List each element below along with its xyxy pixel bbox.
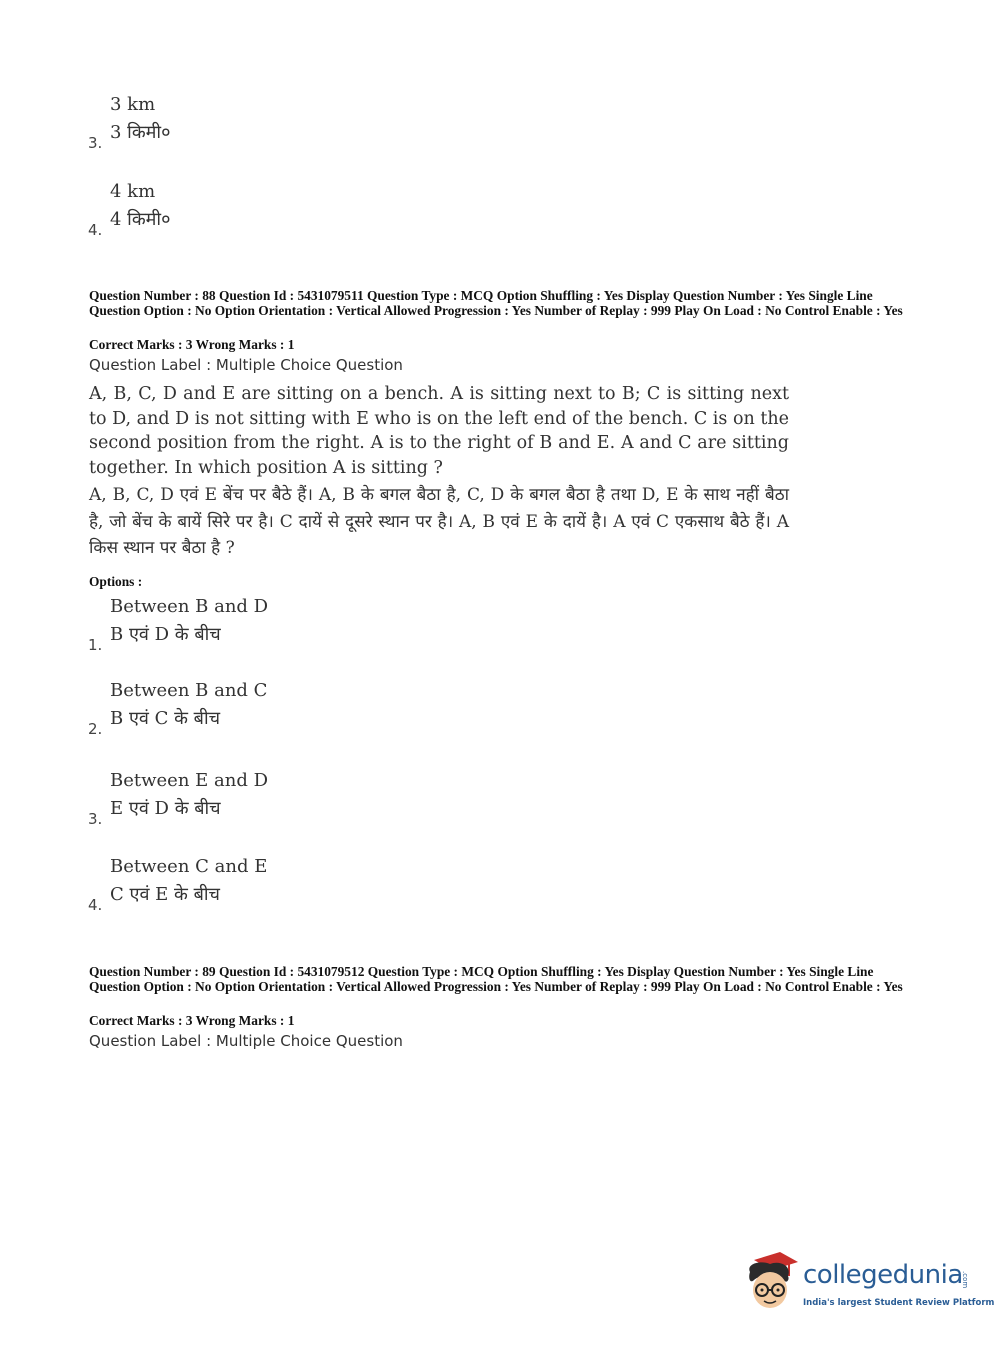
mascot-icon [740,1250,802,1315]
option-text-en: Between E and D [110,770,269,791]
option-number: 4. [88,896,103,914]
option-number: 3. [88,810,103,828]
option-text-hi: B एवं C के बीच [110,708,221,729]
option-number: 4. [88,221,103,239]
q88-label: Question Label : Multiple Choice Question [89,356,403,374]
q88-options-label: Options : [89,574,143,589]
option-text-hi: B एवं D के बीच [110,624,221,645]
option-text-en: 4 km [110,181,156,202]
q89-label: Question Label : Multiple Choice Question [89,1032,403,1050]
q89-marks: Correct Marks : 3 Wrong Marks : 1 [89,1013,295,1028]
collegedunia-logo [740,1250,995,1315]
option-number: 2. [88,720,103,738]
option-text-hi: E एवं D के बीच [110,798,221,819]
logo-com: .com [961,1271,969,1289]
option-text-hi: 3 किमी० [110,122,171,143]
q88-meta: Question Number : 88 Question Id : 5431079511 Question Type : MCQ Option Shuffling : Yes Display Question Number : Yes Single Line Question Option : No Option Orientation : Vertical Allowed Progression : Yes Number of Replay : 999 Play On Load : No Control Enable : Yes [89,288,903,318]
option-text-hi: C एवं E के बीच [110,884,220,905]
q88-marks: Correct Marks : 3 Wrong Marks : 1 [89,337,295,352]
option-text-en: Between B and D [110,596,269,617]
option-text-en: 3 km [110,94,156,115]
option-number: 1. [88,636,103,654]
option-number: 3. [88,134,103,152]
q88-text-hi: A, B, C, D एवं E बेंच पर बैठे हैं। A, B के बगल बैठा है, C, D के बगल बैठा है तथा D, E के साथ नहीं बैठा है, जो बेंच के बायें सिरे पर है। C दायें से दूसरे स्थान पर है। A, B एवं E के दायें है। A एवं C एकसाथ बैठे हैं। A किस स्थान पर बैठा है ? [89,485,789,558]
option-text-en: Between C and E [110,856,268,877]
q88-text-en: A, B, C, D and E are sitting on a bench. A is sitting next to B; C is sitting next to D, and D is not sitting with E who is on the left end of the bench. C is on the second position from the right. A is to the right of B and E. A and C are sitting together. In which position A is sitting ? [89,384,789,478]
logo-tagline: India's largest Student Review Platform [803,1298,995,1308]
option-text-hi: 4 किमी० [110,209,171,230]
option-text-en: Between B and C [110,680,268,701]
logo-wordmark: collegedunia [803,1260,963,1290]
q89-meta: Question Number : 89 Question Id : 5431079512 Question Type : MCQ Option Shuffling : Yes Display Question Number : Yes Single Line Question Option : No Option Orientation : Vertical Allowed Progression : Yes Number of Replay : 999 Play On Load : No Control Enable : Yes [89,964,903,994]
